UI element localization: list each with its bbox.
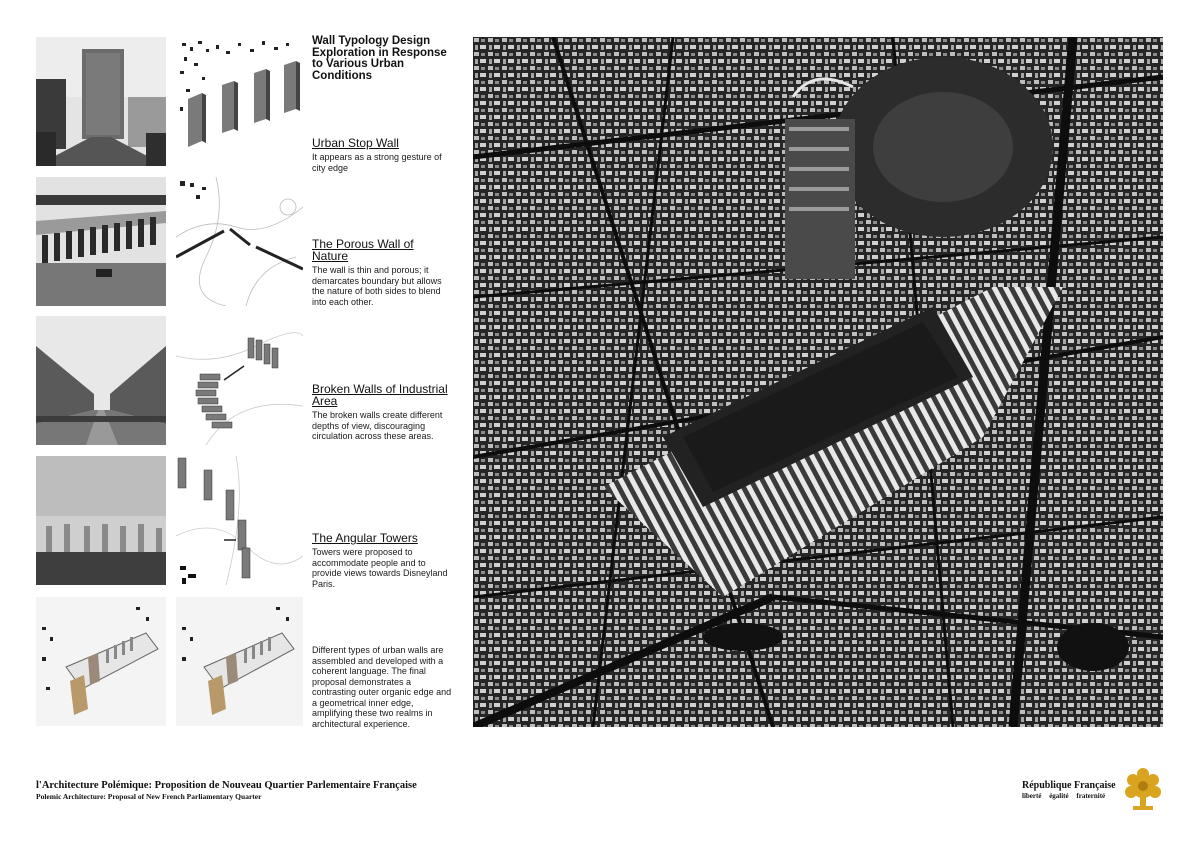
motto-egalite: égalité: [1049, 792, 1069, 800]
republic-name: République Française: [1022, 780, 1116, 791]
section-title: The Angular Towers: [312, 531, 418, 545]
motto-fraternite: fraternité: [1076, 792, 1106, 800]
section-description: The wall is thin and porous; it demarcates boundary but allows the nature of both sides to blend into each other.: [312, 265, 442, 307]
urban-stop-wall-photo: [36, 37, 166, 166]
porous-wall-diagram: [176, 177, 303, 306]
section-urban-stop-wall: [312, 137, 452, 173]
section-title: Urban Stop Wall: [312, 136, 399, 150]
section-description: Different types of urban walls are assembled and developed with a coherent language. The final proposal demonstrates a contrasting outer organic edge and a geometrical inner edge, amplifying these two realms in architectural experience.: [312, 645, 452, 729]
broken-walls-photo: [36, 316, 166, 445]
republic-motto: [1022, 792, 1116, 800]
final-proposal-render-2: [176, 597, 303, 726]
republic-emblem-icon: [1123, 768, 1163, 812]
section-broken-walls: [312, 383, 452, 442]
section-title: The Porous Wall of Nature: [312, 237, 414, 263]
angular-towers-photo: [36, 456, 166, 585]
aerial-site-plan: [473, 37, 1163, 727]
footer-republic: [1022, 780, 1116, 800]
section-description: Towers were proposed to accommodate people and to provide views towards Disneyland Paris.: [312, 547, 448, 589]
project-title-fr: l'Architecture Polémique: Proposition de Nouveau Quartier Parlementaire Française: [36, 780, 417, 791]
section-final-proposal: [312, 645, 452, 729]
final-proposal-render-1: [36, 597, 166, 726]
section-description: It appears as a strong gesture of city edge: [312, 152, 442, 173]
section-description: The broken walls create different depths of view, discouraging circulation across these areas.: [312, 410, 443, 441]
page-heading: Wall Typology Design Exploration in Response to Various Urban Conditions: [312, 35, 447, 82]
project-title-en: Polemic Architecture: Proposal of New French Parliamentary Quarter: [36, 792, 262, 801]
porous-wall-photo: [36, 177, 166, 306]
broken-walls-diagram: [176, 316, 303, 445]
angular-towers-diagram: [176, 456, 303, 585]
footer-project-title: [36, 780, 417, 801]
urban-stop-wall-diagram: [176, 37, 303, 166]
motto-liberte: liberté: [1022, 792, 1042, 800]
section-angular-towers: [312, 532, 452, 589]
section-title: Broken Walls of Industrial Area: [312, 382, 448, 408]
section-porous-wall: [312, 238, 452, 307]
